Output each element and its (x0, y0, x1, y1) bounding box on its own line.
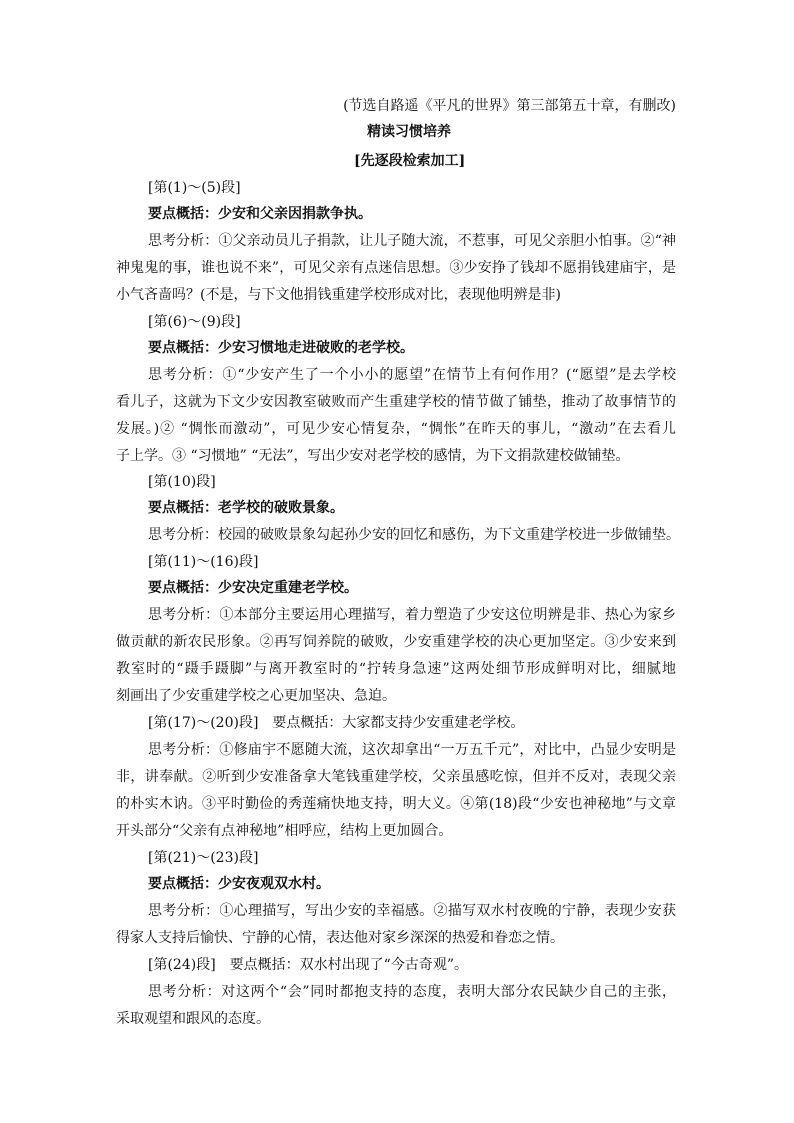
analysis-line: 思考分析：①“少安产生了一个小小的愿望”在情节上有何作用？(“愿望”是去学校 (148, 367, 676, 383)
summary-line: 要点概括：少安决定重建老学校。 (148, 580, 358, 596)
analysis-line: 思考分析：①父亲动员儿子捐款，让儿子随大流，不惹事，可见父亲胆小怕事。②“神 (148, 233, 676, 249)
analysis-line: 采取观望和跟风的态度。 (116, 1011, 270, 1027)
analysis-line: 子上学。③ “习惯地” “无法”，写出少安对老学校的感情，为下文捐款建校做铺垫。 (116, 448, 630, 464)
analysis-line: 看儿子，这就为下文少安因教室破败而产生重建学校的情节做了铺垫，推动了故事情节的 (116, 394, 676, 410)
segment-label: [第(11)～(16)段] (148, 554, 259, 570)
analysis-line: 思考分析：校园的破败景象勾起孙少安的回忆和感伤，为下文重建学校进一步做铺垫。 (148, 527, 680, 543)
subsection-title: [先逐段检索加工] (354, 153, 466, 169)
analysis-line: 思考分析：①本部分主要运用心理描写，着力塑造了少安这位明辨是非、热心为家乡 (148, 607, 676, 623)
analysis-line: 神鬼鬼的事，谁也说不来”，可见父亲有点迷信思想。③少安挣了钱却不愿捐钱建庙宇，是 (116, 260, 676, 276)
analysis-line: 的朴实木讷。③平时勤俭的秀莲痛快地支持，明大义。④第(18)段“少安也神秘地”与文章 (116, 796, 676, 812)
segment-label: [第(6)～(9)段] (148, 314, 241, 330)
summary-line: 要点概括：少安和父亲因捐款争执。 (148, 206, 372, 222)
analysis-line: 开头部分“父亲有点神秘地”相呼应，结构上更加圆合。 (116, 823, 453, 839)
analysis-line: 思考分析：对这两个“会”同时都抱支持的态度，表明大部分农民缺少自己的主张， (148, 984, 676, 1000)
analysis-line: 思考分析：①修庙宇不愿随大流，这次却拿出“一万五千元”，对比中，凸显少安明是 (148, 742, 676, 758)
segment-label: [第(10)段] (148, 474, 216, 490)
analysis-line: 做贡献的新农民形象。②再写饲养院的破败，少安重建学校的决心更加坚定。③少安来到 (116, 634, 676, 650)
summary-line: 要点概括：少安夜观双水村。 (148, 876, 330, 892)
source-note: (节选自路遥《平凡的世界》第三部第五十章，有删改) (343, 98, 676, 114)
segment-label: [第(1)～(5)段] (148, 180, 241, 196)
analysis-line: 小气吝啬吗？(不是，与下文他捐钱重建学校形成对比，表现他明辨是非) (116, 287, 561, 303)
summary-line: 要点概括：少安习惯地走进破败的老学校。 (148, 340, 414, 356)
analysis-line: 发展。)② “惆怅而激动”，可见少安心情复杂，“惆怅”在昨天的事儿，“激动”在去看儿 (116, 421, 676, 437)
analysis-line: 得家人支持后愉快、宁静的心情，表达他对家乡深深的热爱和眷恋之情。 (116, 930, 564, 946)
analysis-line: 刻画出了少安重建学校之心更加坚决、急迫。 (116, 688, 396, 704)
segment-label-with-summary: [第(17)～(20)段] 要点概括：大家都支持少安重建老学校。 (148, 715, 525, 731)
analysis-line: 思考分析：①心理描写，写出少安的幸福感。②描写双水村夜晚的宁静，表现少安获 (148, 903, 676, 919)
summary-line: 要点概括：老学校的破败景象。 (148, 500, 344, 516)
section-title: 精读习惯培养 (367, 124, 451, 140)
analysis-line: 教室时的“蹑手蹑脚”与离开教室时的“拧转身急速”这两处细节形成鲜明对比，细腻地 (116, 661, 676, 677)
segment-label: [第(21)～(23)段] (148, 850, 259, 866)
analysis-line: 非，讲奉献。②听到少安准备拿大笔钱重建学校，父亲虽感吃惊，但并不反对，表现父亲 (116, 769, 676, 785)
segment-label-with-summary: [第(24)段] 要点概括：双水村出现了“今古奇观”。 (148, 957, 468, 973)
